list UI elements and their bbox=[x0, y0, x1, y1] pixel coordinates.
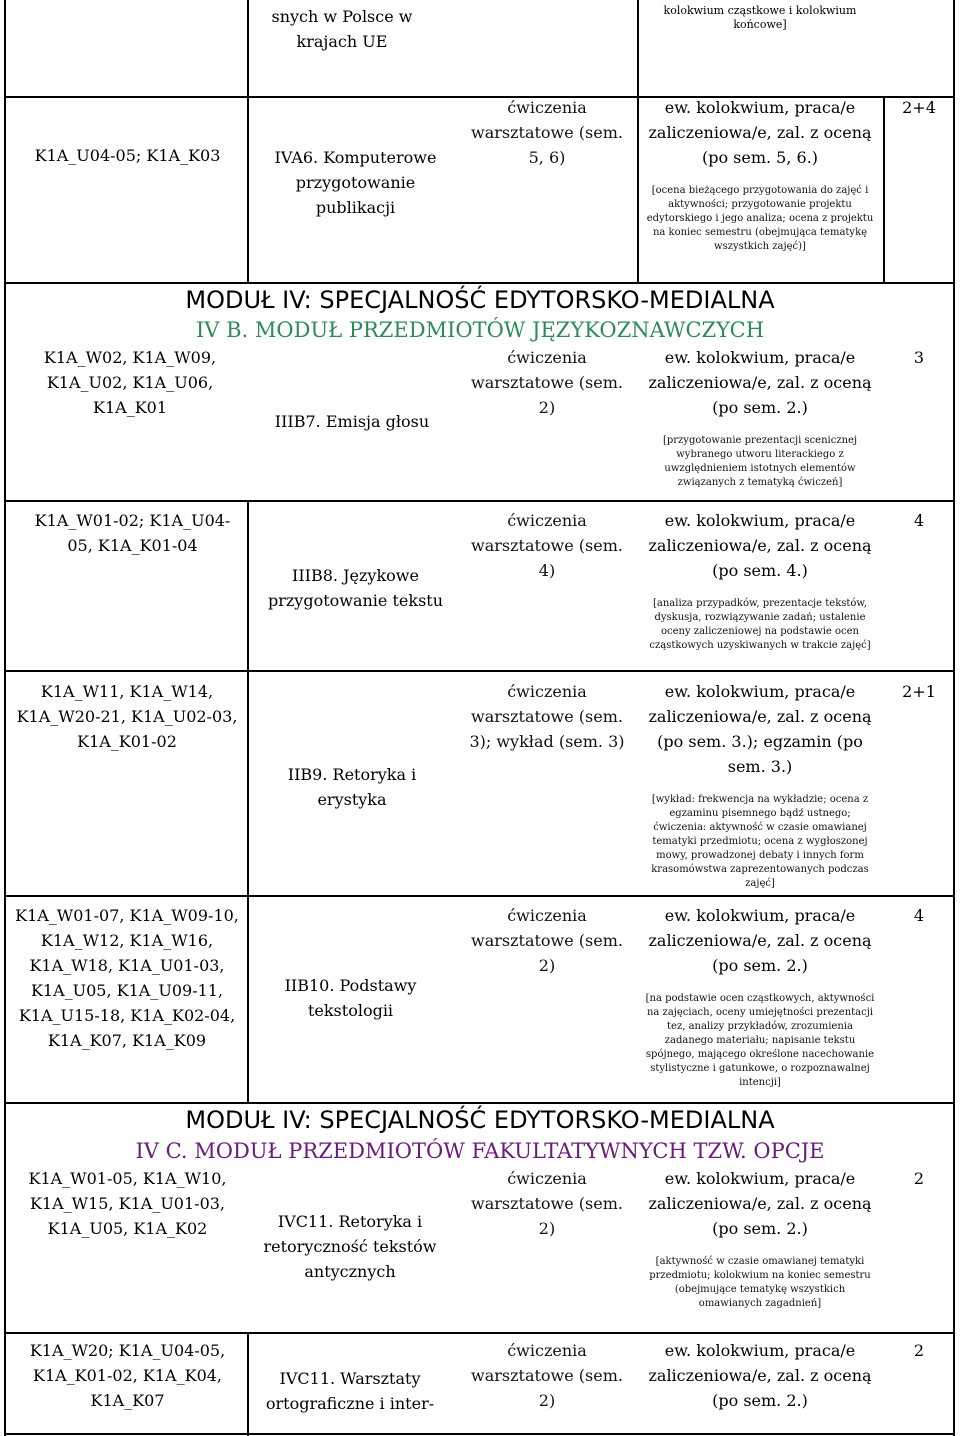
row-2-codes: K1A_W02, K1A_W09, K1A_U02, K1A_U06, K1A_K01 bbox=[43, 348, 217, 417]
row-6-forms: ćwiczenia warsztatowe (sem. 2) bbox=[471, 1169, 623, 1238]
row-divider bbox=[4, 670, 955, 672]
col-divider bbox=[637, 0, 639, 284]
module-c-subtitle: IV C. MODUŁ PRZEDMIOTÓW FAKULTATYWNYCH TZW. OPCJE bbox=[135, 1139, 825, 1163]
row-4-ects: 2+1 bbox=[902, 682, 936, 701]
top-row-assessment-note: kolokwium cząstkowe i kolokwium końcowe] bbox=[663, 4, 857, 31]
row-3-forms: ćwiczenia warsztatowe (sem. 4) bbox=[471, 511, 623, 580]
module-b-title: MODUŁ IV: SPECJALNOŚĆ EDYTORSKO-MEDIALNA bbox=[185, 286, 775, 314]
row-7-assessment-text: ew. kolokwium, praca/e zaliczeniowa/e, zal. z oceną (po sem. 2.) bbox=[648, 1341, 872, 1410]
row-6-ects: 2 bbox=[913, 1169, 925, 1188]
row-1-assessment-text: ew. kolokwium, praca/e zaliczeniowa/e, zal. z oceną (po sem. 5, 6.) bbox=[648, 98, 872, 167]
row-6-assessment-note: [aktywność w czasie omawianej tematyki przedmiotu; kolokwium na koniec semestru (obejmujące tematykę wszystkich omawianych zagadnień] bbox=[649, 1256, 871, 1309]
row-2-assessment-note: [przygotowanie prezentacji scenicznej wybranego utworu literackiego z uwzględnieniem istotnych elementów związanych z tematyką ćwiczeń] bbox=[662, 435, 858, 488]
row-6-assessment bbox=[644, 1166, 876, 1311]
row-1-assessment-note: [ocena bieżącego przygotowania do zajęć i aktywności; przygotowanie projektu edytorskiego i jego analiza; ocena z projektu na koniec semestru (obejmująca tematykę wszystkich zajęć)] bbox=[646, 185, 874, 252]
col-divider bbox=[247, 500, 249, 1104]
row-3-codes: K1A_W01-02; K1A_U04-05, K1A_K01-04 bbox=[34, 511, 231, 555]
row-5-assessment bbox=[644, 903, 876, 1090]
row-1-assessment bbox=[644, 95, 876, 254]
row-6-course: IVC11. Retoryka i retoryczność tekstów antycznych bbox=[263, 1212, 437, 1281]
row-7-forms: ćwiczenia warsztatowe (sem. 2) bbox=[471, 1341, 623, 1410]
row-4-assessment-note: [wykład: frekwencja na wykładzie; ocena z egzaminu pisemnego bądź ustnego; ćwiczenia: aktywność w czasie omawianej tematyki przedmiotu; ocena z wygłoszonej mowy, prowadzonej debaty i innych form krasomówstwa zaprezentowanych podczas zajęć] bbox=[651, 794, 869, 889]
row-2-course: IIIB7. Emisja głosu bbox=[274, 412, 430, 431]
row-divider bbox=[4, 1102, 955, 1104]
row-1-codes: K1A_U04-05; K1A_K03 bbox=[34, 146, 221, 165]
row-3-assessment bbox=[644, 508, 876, 653]
row-7-assessment bbox=[644, 1338, 876, 1413]
row-4-assessment bbox=[644, 679, 876, 891]
row-4-codes: K1A_W11, K1A_W14, K1A_W20-21, K1A_U02-03, K1A_K01-02 bbox=[16, 682, 238, 751]
row-divider bbox=[4, 282, 955, 284]
col-divider bbox=[247, 1332, 249, 1436]
row-3-ects: 4 bbox=[913, 511, 925, 530]
row-2-assessment bbox=[644, 345, 876, 490]
row-5-assessment-text: ew. kolokwium, praca/e zaliczeniowa/e, zal. z oceną (po sem. 2.) bbox=[648, 906, 872, 975]
row-2-assessment-text: ew. kolokwium, praca/e zaliczeniowa/e, zal. z oceną (po sem. 2.) bbox=[648, 348, 872, 417]
row-1-ects: 2+4 bbox=[902, 98, 936, 117]
row-5-forms: ćwiczenia warsztatowe (sem. 2) bbox=[471, 906, 623, 975]
row-7-ects: 2 bbox=[913, 1341, 925, 1360]
row-4-forms: ćwiczenia warsztatowe (sem. 3); wykład (sem. 3) bbox=[469, 682, 625, 751]
row-3-assessment-text: ew. kolokwium, praca/e zaliczeniowa/e, zal. z oceną (po sem. 4.) bbox=[648, 511, 872, 580]
module-b-subtitle: IV B. MODUŁ PRZEDMIOTÓW JĘZYKOZNAWCZYCH bbox=[195, 318, 765, 342]
row-2-forms: ćwiczenia warsztatowe (sem. 2) bbox=[471, 348, 623, 417]
row-1-course: IVA6. Komputerowe przygotowanie publikacji bbox=[274, 148, 437, 217]
row-4-course: IIB9. Retoryka i erystyka bbox=[287, 765, 417, 809]
row-6-codes: K1A_W01-05, K1A_W10, K1A_W15, K1A_U01-03, K1A_U05, K1A_K02 bbox=[28, 1169, 227, 1238]
row-divider bbox=[4, 1332, 955, 1334]
row-2-ects: 3 bbox=[913, 348, 925, 367]
col-divider bbox=[883, 96, 885, 284]
row-5-ects: 4 bbox=[913, 906, 925, 925]
row-divider bbox=[4, 895, 955, 897]
row-divider bbox=[4, 500, 955, 502]
top-row-course: snych w Polsce w krajach UE bbox=[271, 7, 413, 51]
row-3-course: IIIB8. Językowe przygotowanie tekstu bbox=[267, 566, 444, 610]
module-c-title: MODUŁ IV: SPECJALNOŚĆ EDYTORSKO-MEDIALNA bbox=[185, 1106, 775, 1134]
row-3-assessment-note: [analiza przypadków, prezentacje tekstów, dyskusja, rozwiązywanie zadań; ustalenie oceny zaliczeniowej na podstawie ocen cząstkowych uzyskiwanych w trakcie zajęć] bbox=[649, 598, 871, 651]
row-5-codes: K1A_W01-07, K1A_W09-10, K1A_W12, K1A_W16, K1A_W18, K1A_U01-03, K1A_U05, K1A_U09-11, K1A_U15-18, K1A_K02-04, K1A_K07, K1A_K09 bbox=[15, 906, 239, 1050]
row-6-assessment-text: ew. kolokwium, praca/e zaliczeniowa/e, zal. z oceną (po sem. 2.) bbox=[648, 1169, 872, 1238]
col-divider bbox=[247, 0, 249, 284]
row-7-codes: K1A_W20; K1A_U04-05, K1A_K01-02, K1A_K04, K1A_K07 bbox=[29, 1341, 226, 1410]
row-5-course: IIB10. Podstawy tekstologii bbox=[284, 976, 417, 1020]
row-7-course: IVC11. Warsztaty ortograficzne i inter- bbox=[265, 1369, 435, 1413]
row-1-forms: ćwiczenia warsztatowe (sem. 5, 6) bbox=[471, 98, 623, 167]
row-4-assessment-text: ew. kolokwium, praca/e zaliczeniowa/e, zal. z oceną (po sem. 3.); egzamin (po sem. 3.) bbox=[648, 682, 872, 776]
row-5-assessment-note: [na podstawie ocen cząstkowych, aktywności na zajęciach, oceny umiejętności prezentacji tez, analizy przykładów, zrozumienia zadanego materiału; napisanie tekstu spójnego, mającego określone nacechowanie stylistyczne i gatunkowe, o rozpoznawalnej intencji] bbox=[645, 993, 875, 1088]
row-divider bbox=[4, 1433, 955, 1435]
